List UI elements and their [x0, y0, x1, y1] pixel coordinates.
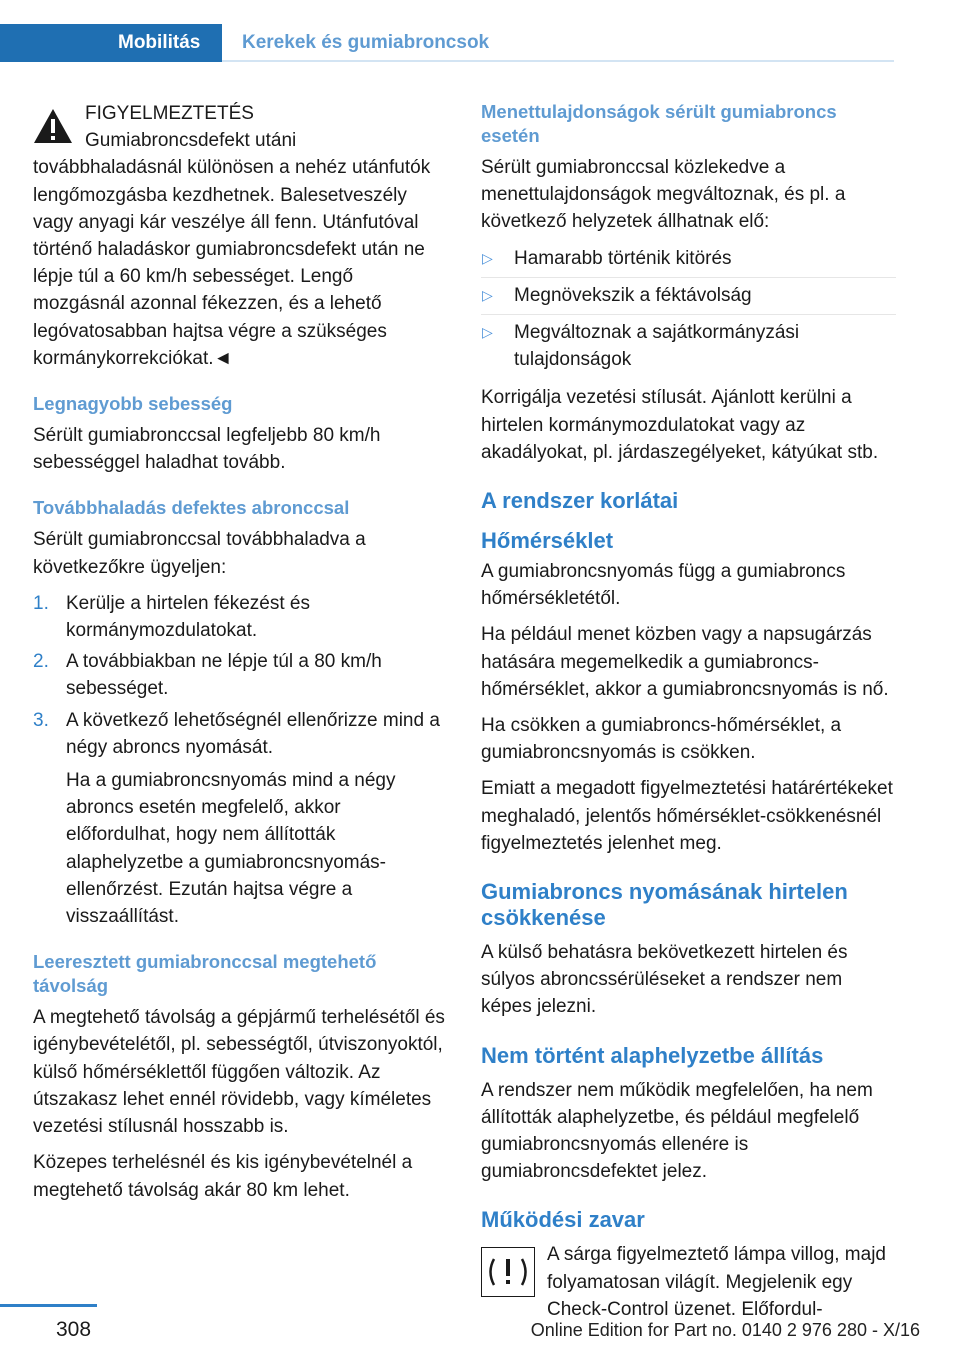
right-column	[481, 100, 896, 1341]
paragraph-sudden-drop: A külső behatásra bekövetkezett hirtelen és súlyos abroncssérüléseket a rendszer nem képes jelezni.	[481, 942, 848, 1018]
header-tabbar	[0, 0, 960, 66]
header-rule	[222, 60, 894, 62]
step-text: A továbbiakban ne lépje túl a 80 km/h sebességet.	[66, 651, 382, 700]
heading-system-limits: A rendszer korlátai	[481, 488, 679, 514]
heading-sudden-drop: Gumiabroncs nyomásának hirtelen csökkenése	[481, 879, 848, 931]
heading-temperature: Hőmérséklet	[481, 528, 614, 554]
warning-block	[33, 100, 448, 372]
heading-handling: Menettulajdonságok sérült gumiabroncs esetén	[481, 101, 837, 146]
bullet-text: Hamarabb történik kitörés	[514, 247, 732, 269]
warning-title: FIGYELMEZTETÉS	[85, 103, 254, 124]
heading-deflated-distance: Leeresztett gumiabronccsal megtehető távolság	[33, 951, 377, 997]
heading-malfunction: Működési zavar	[481, 1207, 645, 1233]
left-column	[33, 100, 448, 1213]
list-item	[33, 590, 448, 644]
bullet-triangle-icon: ▷	[482, 324, 493, 341]
steps-list	[33, 590, 448, 930]
step-text: Kerülje a hirtelen fékezést és kormánymozdulatokat.	[66, 592, 310, 642]
step-number: 3.	[33, 709, 49, 731]
page-number-rule	[0, 1304, 97, 1307]
heading-no-reset: Nem történt alaphelyzetbe állítás	[481, 1042, 824, 1068]
paragraph-max-speed: Sérült gumiabronccsal legfeljebb 80 km/h sebességgel haladhat tovább.	[33, 425, 381, 474]
paragraph-temperature-4: Emiatt a megadott figyelmeztetési határértékeket meghaladó, jelentős hőmérséklet-csökkenésnél figyelmeztetés jelenhet meg.	[481, 778, 893, 854]
step-number: 2.	[33, 651, 49, 673]
paragraph-malfunction: A sárga figyelmeztető lámpa villog, majd folyamatosan világít. Megjelenik egy Check-Control üzenet. Előfordul-	[547, 1244, 886, 1320]
step-sub-paragraph: Ha a gumiabroncsnyomás mind a négy abroncs esetén megfelelő, akkor előfordulhat, hogy nem állították alaphelyzetbe a gumiabroncsnyomás-ellenőrzést. Ezután hajtsa végre a visszaállítást.	[66, 770, 396, 928]
tyre-pressure-warning-icon	[481, 1247, 535, 1297]
bullet-triangle-icon: ▷	[482, 249, 493, 266]
paragraph-no-reset: A rendszer nem működik megfelelően, ha nem állították alaphelyzetbe, és például megfelelő gumiabroncsnyomás ellenére is gumiabroncsdefektet jelez.	[481, 1079, 873, 1183]
tab-wheels-tyres[interactable]: Kerekek és gumiabroncsok	[242, 32, 490, 53]
step-text: A következő lehetőségnél ellenőrizze mind a négy abroncs nyomását.	[66, 709, 440, 758]
bullet-triangle-icon: ▷	[482, 286, 493, 303]
list-item	[33, 707, 448, 931]
heading-continue-driving: Továbbhaladás defektes abronccsal	[33, 497, 350, 519]
paragraph-handling: Sérült gumiabronccsal közlekedve a menettulajdonságok megváltoznak, és pl. a következő helyzetek állhatnak elő:	[481, 157, 846, 233]
list-item	[33, 648, 448, 702]
list-item	[481, 282, 896, 315]
edition-footer: Online Edition for Part no. 0140 2 976 280 - X/16	[530, 1320, 920, 1340]
bullet-text: Megváltoznak a sajátkormányzási tulajdonságok	[514, 322, 800, 371]
bullet-text: Megnövekszik a féktávolság	[514, 284, 752, 306]
paragraph-distance-2: Közepes terhelésnél és kis igénybevételnél a megtehető távolság akár 80 km lehet.	[33, 1152, 413, 1201]
paragraph-temperature-3: Ha csökken a gumiabroncs-hőmérséklet, a gumiabroncsnyomás is csökken.	[481, 715, 842, 764]
effects-list	[481, 245, 896, 379]
list-item	[481, 245, 896, 278]
paragraph-temperature-2: Ha például menet közben vagy a napsugárzás hatására megemelkedik a gumiabroncs-hőmérséklet, akkor a gumiabroncsnyomás is nő.	[481, 624, 889, 700]
warning-text: Gumiabroncsdefekt utáni továbbhaladásnál különösen a nehéz utánfutók lengőmozgásba kezdhetnek. Balesetveszély vagy anyagi kár veszélye áll fenn. Utánfutóval történő haladáskor gumiabroncsdefekt után ne lépje túl a 60 km/h sebességet. Lengő mozgásnál azonnal fékezzen, és a lehető legóvatosabban hajtsa végre a szükséges kormánykorrekciókat.◄	[33, 130, 431, 369]
step-number: 1.	[33, 592, 49, 614]
paragraph-distance-1: A megtehető távolság a gépjármű terhelésétől és igénybevételétől, pl. sebességtől, útviszonyoktól, külső hőmérséklettől függően változik. Az útszakasz lehet ennél rövidebb, vagy kíméletes vezetési stílusnál hosszabb is.	[33, 1007, 445, 1138]
list-item	[481, 319, 896, 378]
paragraph-continue-driving: Sérült gumiabronccsal továbbhaladva a következőkre ügyeljen:	[33, 529, 366, 578]
warning-triangle-icon	[33, 108, 73, 144]
page-number: 308	[56, 1318, 92, 1341]
tab-mobilitas[interactable]: Mobilitás	[0, 24, 222, 62]
paragraph-temperature-1: A gumiabroncsnyomás függ a gumiabroncs hőmérsékletétől.	[481, 561, 846, 610]
paragraph-adjust-style: Korrigálja vezetési stílusát. Ajánlott kerülni a hirtelen kormánymozdulatokat vagy az akadályokat, pl. járdaszegélyeket, kátyúkat stb.	[481, 387, 879, 463]
heading-max-speed: Legnagyobb sebesség	[33, 393, 233, 415]
